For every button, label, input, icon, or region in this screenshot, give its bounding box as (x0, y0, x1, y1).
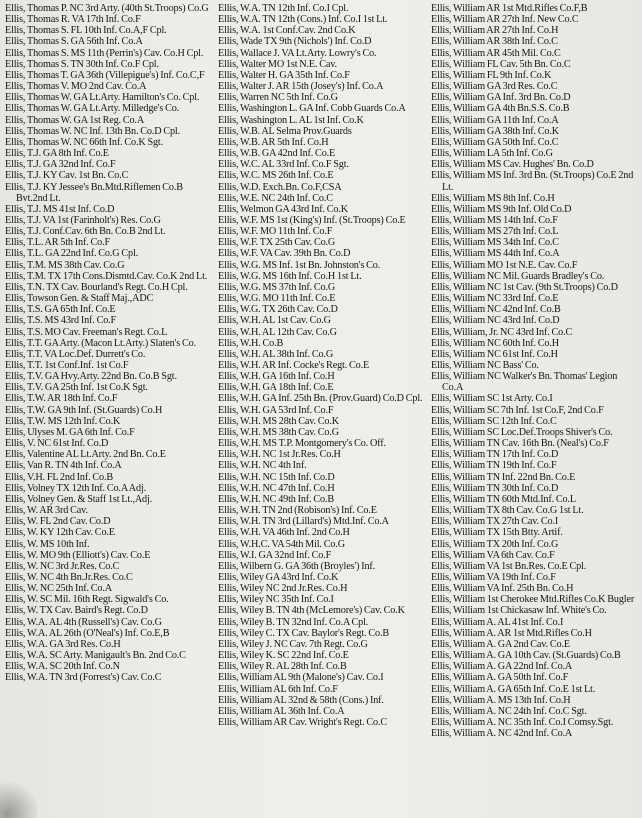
roster-entry: Ellis, T.S. MS 43rd Inf. Co.F (5, 315, 117, 327)
roster-entry: Ellis, W.A. TN 12th (Cons.) Inf. Co.I 1st Lt. (218, 14, 388, 26)
column-middle (218, 3, 426, 818)
roster-entry: Ellis, T.J. MS 41st Inf. Co.D (5, 203, 115, 215)
roster-entry: Ellis, W.H. TN 3rd (Lillard's) Mtd.Inf. Co.A (218, 516, 389, 528)
roster-entry: Ellis, William 1st Chickasaw Inf. White's Co. (431, 605, 607, 617)
roster-entry: Ellis, Wiley B. TN 4th (McLemore's) Cav. Co.K (218, 605, 405, 617)
roster-entry: Ellis, W.F. VA Cav. 39th Bn. Co.D (218, 248, 351, 260)
roster-entry: Ellis, William MS 44th Inf. Co.A (431, 248, 560, 260)
roster-entry: Ellis, William AR 27th Inf. New Co.C (431, 14, 579, 26)
roster-entry: Ellis, W.H. NC 4th Inf. (218, 460, 307, 472)
roster-entry: Ellis, W.A. SC Arty. Manigault's Bn. 2nd Co.C (5, 650, 186, 662)
column-right (431, 3, 639, 818)
roster-entry: Ellis, Thomas W. NC 66th Inf. Co.K Sgt. (5, 136, 164, 148)
roster-entry: Ellis, William SC 1st Arty. Co.I (431, 393, 553, 405)
roster-entry: Ellis, William AR 38th Inf. Co.C (431, 36, 558, 48)
roster-entry: Ellis, W.A. AL 26th (O'Neal's) Inf. Co.E,B (5, 627, 170, 639)
roster-entry: Ellis, William TX 15th Btty. Artif. (431, 527, 563, 539)
roster-entry: Ellis, William TN Inf. 22nd Bn. Co.E (431, 471, 576, 483)
roster-entry: Ellis, Wiley GA 43rd Inf. Co.K (218, 571, 339, 583)
roster-entry: Ellis, T.J. KY Cav. 1st Bn. Co.C (5, 170, 129, 182)
roster-entry: Ellis, W.A. GA 3rd Res. Co.H (5, 638, 121, 650)
roster-entry: Ellis, T.J. GA 8th Inf. Co.E (5, 148, 109, 160)
roster-entry: Ellis, W.H. MS 38th Cav. Co.G (218, 426, 339, 438)
roster-entry: Ellis, Wade TX 9th (Nichols') Inf. Co.D (218, 36, 372, 48)
roster-entry: Ellis, W.I. GA 32nd Inf. Co.F (218, 549, 332, 561)
roster-entry: Ellis, William NC Bass' Co. (431, 360, 539, 371)
roster-entry: Ellis, T.M. MS 38th Cav. Co.G (5, 259, 125, 271)
roster-entry: Ellis, T.J. VA 1st (Farinholt's) Res. Co.G (5, 214, 161, 226)
roster-entry: Ellis, William GA Inf. 3rd Bn. Co.D (431, 92, 571, 104)
roster-entry: Ellis, William NC 60th Inf. Co.H (431, 337, 559, 349)
roster-entry: Ellis, W.H. NC 47th Inf. Co.H (218, 482, 335, 494)
column-left (5, 3, 213, 818)
roster-entry: Ellis, William TN 60th Mtd.Inf. Co.L (431, 493, 576, 505)
roster-entry: Ellis, W.H. MS T.P. Montgomery's Co. Off. (218, 438, 386, 450)
roster-entry: Ellis, William, Jr. NC 43rd Inf. Co.C (431, 326, 573, 338)
roster-entry: Ellis, William MS 34th Inf. Co.C (431, 237, 559, 249)
roster-entry: Ellis, Walter H. GA 35th Inf. Co.F (218, 69, 350, 81)
roster-entry: Ellis, W.H. AL 1st Cav. Co.G (218, 315, 331, 327)
roster-entry: Ellis, T.T. VA Loc.Def. Durrett's Co. (5, 348, 146, 360)
roster-entry: Ellis, W. SC Mil. 16th Regt. Sigwald's Co. (5, 594, 169, 606)
roster-entry: Ellis, William LA 5th Inf. Co.G (431, 148, 553, 160)
roster-entry: Ellis, William AL 32nd & 58th (Cons.) Inf. (218, 694, 384, 706)
roster-entry: Ellis, William A. GA 10th Cav. (St.Guards) Co.B (431, 650, 621, 662)
roster-entry: Ellis, Wiley NC 35th Inf. Co.I (218, 594, 334, 606)
roster-entry: Ellis, Walter MO 1st N.E. Cav. (218, 58, 337, 70)
roster-entry: Ellis, Wiley C. TX Cav. Baylor's Regt. Co.B (218, 627, 389, 639)
roster-entry: Ellis, T.S. MO Cav. Freeman's Regt. Co.L (5, 326, 168, 338)
roster-entry: Ellis, William GA 38th Inf. Co.K (431, 125, 559, 137)
roster-entry: Ellis, W.H. NC 1st Jr.Res. Co.H (218, 449, 341, 461)
roster-entry: Ellis, W. NC 4th Bn.Jr.Res. Co.C (5, 571, 133, 583)
roster-entry: Ellis, Van R. TN 4th Inf. Co.A (5, 460, 122, 472)
roster-entry: Ellis, William NC 33rd Inf. Co.E (431, 293, 559, 305)
roster-entry: Ellis, W.D. Exch.Bn. Co.F,CSA (218, 181, 342, 193)
roster-entry: Ellis, William TN 17th Inf. Co.D (431, 449, 559, 461)
roster-entry: Ellis, W.H. AL 12th Cav. Co.G (218, 326, 337, 338)
roster-entry: Ellis, William A. GA 2nd Cav. Co.E (431, 638, 570, 650)
roster-entry: Ellis, Thomas W. GA Lt.Arty. Hamilton's Co. Cpl. (5, 92, 200, 104)
roster-entry: Ellis, W.G. TX 26th Cav. Co.D (218, 304, 338, 316)
roster-entry: Ellis, Walter J. AR 15th (Josey's) Inf. Co.A (218, 81, 384, 93)
roster-entry: Ellis, W.C. AL 33rd Inf. Co.F Sgt. (218, 159, 349, 171)
roster-entry: Ellis, Warren NC 5th Inf. Co.G (218, 92, 338, 104)
roster-entry: Ellis, T.N. TX Cav. Bourland's Regt. Co.H Cpl. (5, 281, 188, 293)
roster-entry: Ellis, W. AR 3rd Cav. (5, 505, 88, 517)
roster-entry: Ellis, W.A. AL 4th (Russell's) Cav. Co.G (5, 616, 162, 628)
roster-entry: Ellis, Thomas W. NC Inf. 13th Bn. Co.D Cpl. (5, 125, 181, 137)
roster-entry: Ellis, William VA Inf. 25th Bn. Co.H (431, 583, 574, 595)
roster-entry: Ellis, Wilbern G. GA 36th (Broyles') Inf. (218, 560, 376, 572)
roster-entry: Ellis, Thomas S. FL 10th Inf. Co.A,F Cpl. (5, 25, 167, 37)
roster-entry: Ellis, T.J. KY Jessee's Bn.Mtd.Riflemen Co.B Bvt.2nd Lt. (5, 181, 183, 204)
roster-entry: Ellis, William SC 12th Inf. Co.C (431, 415, 557, 427)
roster-entry: Ellis, William AR 45th Mil. Co.C (431, 47, 561, 59)
roster-entry: Ellis, William A. NC 35th Inf. Co.I Comsy.Sgt. (431, 717, 614, 728)
roster-entry: Ellis, William NC 61st Inf. Co.H (431, 348, 558, 360)
roster-entry: Ellis, W.H. GA 18th Inf. Co.E (218, 382, 334, 394)
roster-entry: Ellis, William NC Mil. Guards Bradley's Co. (431, 270, 605, 282)
roster-entry: Ellis, W. MS 10th Inf. (5, 538, 90, 550)
roster-entry: Ellis, William TX 8th Cav. Co.G 1st Lt. (431, 505, 584, 517)
roster-entry: Ellis, Thomas R. VA 17th Inf. Co.F (5, 14, 141, 26)
roster-entry: Ellis, William VA 6th Cav. Co.F (431, 549, 555, 561)
roster-entry: Ellis, Thomas S. TN 30th Inf. Co.F Cpl. (5, 58, 159, 70)
roster-entry: Ellis, William NC 1st Cav. (9th St.Troops) Co.D (431, 281, 618, 293)
roster-entry: Ellis, Wiley R. AL 28th Inf. Co.B (218, 661, 347, 673)
roster-entry: Ellis, T.V. GA Hvy.Arty. 22nd Bn. Co.B Sgt. (5, 371, 177, 383)
roster-entry: Ellis, T.W. AR 18th Inf. Co.F (5, 393, 118, 405)
roster-entry: Ellis, William A. AL 41st Inf. Co.I (431, 616, 564, 628)
roster-entry: Ellis, William TN 30th Inf. Co.D (431, 482, 559, 494)
roster-entry: Ellis, W.H. VA 46th Inf. 2nd Co.H (218, 527, 350, 539)
roster-entry: Ellis, V. NC 61st Inf. Co.D (5, 438, 109, 450)
roster-entry: Ellis, Welmon GA 43rd Inf. Co.K (218, 203, 348, 215)
roster-entry: Ellis, W. NC 25th Inf. Co.A (5, 583, 112, 595)
roster-entry: Ellis, Thomas W. GA 1st Reg. Co.A (5, 114, 145, 126)
roster-entry: Ellis, William VA 19th Inf. Co.F (431, 571, 556, 583)
roster-entry: Ellis, Wiley B. TN 32nd Inf. Co.A Cpl. (218, 616, 369, 628)
roster-entry: Ellis, William AL 6th Inf. Co.F (218, 683, 338, 695)
roster-entry: Ellis, William A. GA 22nd Inf. Co.A (431, 661, 573, 673)
roster-entry: Ellis, William SC 7th Inf. 1st Co.F, 2nd Co.F (431, 404, 604, 416)
roster-entry: Ellis, Volney Gen. & Staff 1st Lt.,Adj. (5, 493, 153, 505)
roster-entry: Ellis, William MO 1st N.E. Cav. Co.F (431, 259, 578, 271)
roster-entry: Ellis, T.W. GA 9th Inf. (St.Guards) Co.H (5, 404, 163, 416)
roster-entry: Ellis, W.F. MS 1st (King's) Inf. (St.Troops) Co.E (218, 214, 406, 226)
roster-entry: Ellis, Wallace J. VA Lt.Arty. Lowry's Co. (218, 47, 377, 59)
roster-entry: Ellis, T.W. MS 12th Inf. Co.K (5, 415, 121, 427)
roster-entry: Ellis, T.T. 1st Conf.Inf. 1st Co.F (5, 360, 129, 371)
roster-entry: Ellis, W.H. GA Inf. 25th Bn. (Prov.Guard) Co.D Cpl. (218, 393, 423, 405)
roster-entry: Ellis, William GA 3rd Res. Co.C (431, 81, 558, 93)
roster-entry: Ellis, William MS Cav. Hughes' Bn. Co.D (431, 159, 594, 171)
roster-entry: Ellis, Thomas V. MO 2nd Cav. Co.A (5, 81, 147, 93)
roster-entry: Ellis, W.B. GA 42nd Inf. Co.E (218, 148, 336, 160)
roster-entry: Ellis, Thomas T. GA 36th (Villepigue's) Inf. Co.C,F (5, 69, 205, 81)
roster-entry: Ellis, William AR 27th Inf. Co.H (431, 25, 559, 37)
roster-entry: Ellis, William MS 27th Inf. Co.L (431, 226, 559, 238)
roster-entry: Ellis, W. NC 3rd Jr.Res. Co.C (5, 560, 120, 572)
roster-entry: Ellis, William AR Cav. Wright's Regt. Co.C (218, 717, 387, 728)
roster-entry: Ellis, W.H.C. VA 54th Mil. Co.G (218, 538, 345, 550)
roster-entry: Ellis, William AL 36th Inf. Co.A (218, 705, 345, 717)
roster-entry: Ellis, William TN 19th Inf. Co.F (431, 460, 557, 472)
roster-entry: Ellis, W.H. NC 49th Inf. Co.B (218, 493, 334, 505)
roster-entry: Ellis, William AR 1st Mtd.Rifles Co.F,B (431, 3, 588, 14)
roster-entry: Ellis, William AL 9th (Malone's) Cav. Co.I (218, 672, 384, 684)
roster-entry: Ellis, William NC 42nd Inf. Co.B (431, 304, 561, 316)
roster-entry: Ellis, William TN Cav. 16th Bn. (Neal's) Co.F (431, 438, 609, 450)
roster-entry: Ellis, William NC 43rd Inf. Co.D (431, 315, 560, 327)
roster-entry: Ellis, W.A. TN 12th Inf. Co.I Cpl. (218, 3, 349, 14)
roster-entry: Ellis, William FL 9th Inf. Co.K (431, 69, 552, 81)
roster-entry: Ellis, William A. NC 24th Inf. Co.C Sgt. (431, 705, 587, 717)
roster-entry: Ellis, T.M. TX 17th Cons.Dismtd.Cav. Co.K 2nd Lt. (5, 270, 208, 282)
roster-entry: Ellis, T.J. GA 32nd Inf. Co.F (5, 159, 116, 171)
roster-entry: Ellis, Wiley J. NC Cav. 7th Regt. Co.G (218, 638, 368, 650)
roster-entry: Ellis, Wiley K. SC 22nd Inf. Co.E (218, 650, 349, 662)
roster-entry: Ellis, T.V. GA 25th Inf. 1st Co.K Sgt. (5, 382, 148, 394)
roster-entry: Ellis, Valentine AL Lt.Arty. 2nd Bn. Co.E (5, 449, 166, 461)
roster-entry: Ellis, W.G. MO 11th Inf. Co.E (218, 293, 336, 305)
roster-entry: Ellis, W.B. AL Selma Prov.Guards (218, 125, 352, 137)
roster-entry: Ellis, W.A. TN 3rd (Forrest's) Cav. Co.C (5, 672, 162, 684)
roster-entry: Ellis, W. KY 12th Cav. Co.E (5, 527, 115, 539)
roster-entry: Ellis, W.H. NC 15th Inf. Co.D (218, 471, 335, 483)
roster-entry: Ellis, William A. NC 42nd Inf. Co.A (431, 728, 573, 740)
roster-entry: Ellis, W.G. MS 16th Inf. Co.H 1st Lt. (218, 270, 362, 282)
roster-entry: Ellis, W. TX Cav. Baird's Regt. Co.D (5, 605, 148, 617)
roster-entry: Ellis, Towson Gen. & Staff Maj.,ADC (5, 293, 154, 305)
roster-entry: Ellis, Volney TX 12th Inf. Co.A Adj. (5, 482, 147, 494)
roster-entry: Ellis, Thomas W. GA Lt.Arty. Milledge's Co. (5, 103, 180, 115)
roster-entry: Ellis, T.L. AR 5th Inf. Co.F (5, 237, 110, 249)
roster-entry: Ellis, William GA 50th Inf. Co.C (431, 136, 559, 148)
roster-entry: Ellis, W.A. SC 20th Inf. Co.N (5, 661, 120, 673)
roster-entry: Ellis, W.F. TX 25th Cav. Co.G (218, 237, 336, 249)
roster-entry: Ellis, William VA 1st Bn.Res. Co.E Cpl. (431, 560, 587, 572)
roster-entry: Ellis, Thomas S. GA 56th Inf. Co.A (5, 36, 143, 48)
roster-entry: Ellis, W.B. AR 5th Inf. Co.H (218, 136, 329, 148)
roster-entry: Ellis, William MS 9th Inf. Old Co.D (431, 203, 572, 215)
roster-entry: Ellis, William MS 8th Inf. Co.H (431, 192, 555, 204)
roster-entry: Ellis, T.S. GA 65th Inf. Co.E (5, 304, 116, 316)
roster-entry: Ellis, W.H. TN 2nd (Robison's) Inf. Co.E (218, 505, 377, 517)
roster-entry: Ellis, W.G. MS 37th Inf. Co.G (218, 281, 336, 293)
roster-entry: Ellis, T.T. GA Arty. (Macon Lt.Arty.) Slaten's Co. (5, 337, 196, 349)
roster-entry: Ellis, Thomas P. NC 3rd Arty. (40th St.Troops) Co.G (5, 3, 209, 14)
roster-entry: Ellis, William GA 4th Bn.S.S. Co.B (431, 103, 570, 115)
roster-entry: Ellis, William A. GA 65th Inf. Co.E 1st Lt. (431, 683, 596, 695)
roster-entry: Ellis, Wiley NC 2nd Jr.Res. Co.H (218, 583, 348, 595)
roster-entry: Ellis, W. FL 2nd Cav. Co.D (5, 516, 111, 528)
roster-entry: Ellis, W.H. Co.B (218, 337, 284, 349)
roster-entry: Ellis, William GA 11th Inf. Co.A (431, 114, 559, 126)
roster-entry: Ellis, T.J. Conf.Cav. 6th Bn. Co.B 2nd Lt. (5, 226, 166, 238)
roster-entry: Ellis, William NC Walker's Bn. Thomas' Legion Co.A (431, 371, 618, 394)
roster-entry: Ellis, W.H. GA 53rd Inf. Co.F (218, 404, 334, 416)
roster-entry: Ellis, William A. GA 50th Inf. Co.F (431, 672, 569, 684)
roster-entry: Ellis, William A. MS 13th Inf. Co.H (431, 694, 571, 706)
roster-entry: Ellis, William TX 27th Cav. Co.I (431, 516, 559, 528)
roster-entry: Ellis, William FL Cav. 5th Bn. Co.C (431, 58, 571, 70)
roster-entry: Ellis, W.A. 1st Conf.Cav. 2nd Co.K (218, 25, 356, 37)
roster-entry: Ellis, William MS Inf. 3rd Bn. (St.Troops) Co.E 2nd Lt. (431, 170, 634, 193)
roster-entry: Ellis, W.H. AL 38th Inf. Co.G (218, 348, 334, 360)
roster-entry: Ellis, W. MO 9th (Elliott's) Cav. Co.E (5, 549, 151, 561)
roster-entry: Ellis, Washington L. AL 1st Inf. Co.K (218, 114, 364, 126)
roster-entry: Ellis, William 1st Cherokee Mtd.Rifles Co.K Bugler (431, 594, 635, 606)
roster-entry: Ellis, T.L. GA 22nd Inf. Co.G Cpl. (5, 248, 139, 260)
roster-entry: Ellis, William SC Loc.Def.Troops Shiver's Co. (431, 426, 613, 438)
roster-entry: Ellis, William MS 14th Inf. Co.F (431, 214, 558, 226)
roster-entry: Ellis, V.H. FL 2nd Inf. Co.B (5, 471, 114, 483)
roster-entry: Ellis, W.H. MS 28th Cav. Co.K (218, 415, 339, 427)
roster-entry: Ellis, W.E. NC 24th Inf. Co.C (218, 192, 333, 204)
roster-entry: Ellis, Washington L. GA Inf. Cobb Guards Co.A (218, 103, 406, 115)
roster-entry: Ellis, W.G. MS Inf. 1st Bn. Johnston's Co. (218, 259, 381, 271)
roster-entry: Ellis, Ulyses M. GA 6th Inf. Co.F (5, 426, 135, 438)
roster-entry: Ellis, W.H. AR Inf. Cocke's Regt. Co.E (218, 360, 370, 371)
roster-entry: Ellis, W.H. GA 16th Inf. Co.H (218, 371, 335, 383)
roster-entry: Ellis, Thomas S. MS 11th (Perrin's) Cav. Co.H Cpl. (5, 47, 204, 59)
roster-entry: Ellis, W.F. MO 11th Inf. Co.F (218, 226, 333, 238)
roster-entry: Ellis, W.C. MS 26th Inf. Co.E (218, 170, 334, 182)
roster-entry: Ellis, William TX 20th Inf. Co.G (431, 538, 559, 550)
roster-entry: Ellis, William A. AR 1st Mtd.Rifles Co.H (431, 627, 592, 639)
